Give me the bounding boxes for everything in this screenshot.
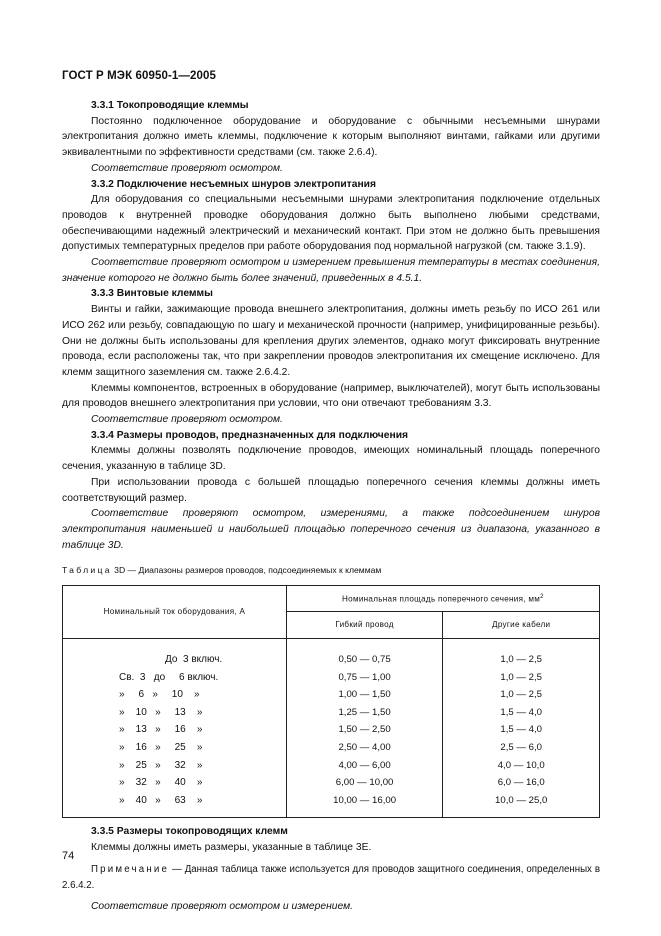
document-body xyxy=(62,98,600,915)
table-caption-word: Таблица xyxy=(62,565,112,576)
table-cell-other: 6,0 — 16,0 xyxy=(497,777,545,789)
section-text-333-2: Клеммы компонентов, встроенных в оборудование (например, выключателей), могут быть использованы для проводов внешнего электропитания при условии, что они отвечают требованиям 3.3. xyxy=(62,382,600,410)
flexible-column xyxy=(286,639,443,818)
page-header-standard: ГОСТ Р МЭК 60950-1—2005 xyxy=(62,70,216,82)
table-cell-other: 1,0 — 2,5 xyxy=(500,671,542,683)
header-rated-current: Номинальный ток оборудования, А xyxy=(63,586,287,639)
table-cell-flexible: 1,50 — 2,50 xyxy=(338,724,391,736)
current-column xyxy=(63,639,287,818)
header-cross-section xyxy=(286,586,599,611)
table-note xyxy=(62,862,600,893)
section-heading-335: 3.3.5 Размеры токопроводящих клемм xyxy=(91,826,288,838)
section-text-334-1: Клеммы должны позволять подключение проводов, имеющих номинальный площадь поперечного сечения, указанную в таблице 3D. xyxy=(62,445,600,473)
table-cell-flexible: 2,50 — 4,00 xyxy=(338,742,391,754)
section-heading-331: 3.3.1 Токопроводящие клеммы xyxy=(91,100,249,111)
compliance-334: Соответствие проверяют осмотром, измерениями, а также подсоединением шнуров электропитания наименьшей и наибольшей площадью поперечного сечения из диапазона, указанного в таблице 3D. xyxy=(62,508,600,551)
table-caption xyxy=(62,563,600,579)
compliance-333: Соответствие проверяют осмотром. xyxy=(91,414,283,426)
table-cell-flexible: 1,25 — 1,50 xyxy=(338,706,391,718)
page-number: 74 xyxy=(62,850,75,862)
table-cell-flexible: 4,00 — 6,00 xyxy=(338,759,391,771)
table-cell-flexible: 1,00 — 1,50 xyxy=(338,689,391,701)
section-text-335: Клеммы должны иметь размеры, указанные в таблице 3E. xyxy=(91,842,372,854)
header-cross-section-text: Номинальная площадь поперечного сечения, мм xyxy=(342,594,541,604)
section-heading-332: 3.3.2 Подключение несъемных шнуров электропитания xyxy=(91,178,377,190)
table-cell-current: » 10 » 13 » xyxy=(119,706,203,718)
section-text-332: Для оборудования со специальными несъемными шнурами электропитания подключение отдельных проводов к внутренней проводке оборудования должно быть выполнено любыми средствами, обеспечивающими надежный электрический и механический контакт. При этом не должно быть превышения допустимых температурных пределов при работе оборудования под нормальной нагрузкой (см. также 3.1.9). xyxy=(62,194,600,253)
table-cell-current: Св. 3 до 6 включ. xyxy=(119,671,219,683)
section-heading-334: 3.3.4 Размеры проводов, предназначенных для подключения xyxy=(91,429,409,441)
compliance-332: Соответствие проверяют осмотром и измерением превышения температуры в местах соединения, значение которого не должно быть более значений, приведенных в 4.5.1. xyxy=(62,257,600,284)
table-cell-current: » 25 » 32 » xyxy=(119,759,203,771)
current-values xyxy=(63,651,286,809)
note-text: — Данная таблица также используется для проводов защитного соединения, определенных в 2.6.4.2. xyxy=(62,863,600,891)
table-cell-current: До 3 включ. xyxy=(165,654,223,666)
compliance-331: Соответствие проверяют осмотром. xyxy=(91,162,283,174)
table-cell-flexible: 6,00 — 10,00 xyxy=(335,777,394,789)
table-cell-current: » 40 » 63 » xyxy=(119,794,203,806)
table-cell-current: » 6 » 10 » xyxy=(119,689,200,701)
other-values xyxy=(443,651,599,809)
table-cell-current: » 13 » 16 » xyxy=(119,724,203,736)
compliance-335: Соответствие проверяют осмотром и измерением. xyxy=(91,901,354,913)
header-other-cables: Другие кабели xyxy=(443,611,600,639)
table-cell-other: 1,5 — 4,0 xyxy=(500,724,542,736)
section-heading-333: 3.3.3 Винтовые клеммы xyxy=(91,288,213,300)
table-cell-flexible: 0,75 — 1,00 xyxy=(338,671,391,683)
table-cell-other: 1,0 — 2,5 xyxy=(500,654,542,666)
header-flexible-cord: Гибкий провод xyxy=(286,611,443,639)
table-cell-current: » 32 » 40 » xyxy=(119,777,203,789)
table-cell-current: » 16 » 25 » xyxy=(119,742,203,754)
table-cell-other: 1,0 — 2,5 xyxy=(500,689,542,701)
flexible-values xyxy=(287,651,443,809)
table-cell-other: 1,5 — 4,0 xyxy=(500,706,542,718)
table-caption-text: 3D — Диапазоны размеров проводов, подсоединяемых к клеммам xyxy=(111,565,382,576)
wire-size-table xyxy=(62,585,600,818)
table-cell-other: 10,0 — 25,0 xyxy=(495,794,548,806)
table-cell-other: 2,5 — 6,0 xyxy=(500,742,542,754)
section-text-333-1: Винты и гайки, зажимающие провода внешнего электропитания, должны иметь резьбу по ИСО 261 или ИСО 262 или резьбу, совпадающую по шагу и механической прочности (например, унифицированные резьбы). Они не должны быть использованы для крепления других элементов, однако могут фиксировать внутренние провода, если расположены так, что при закреплении проводов электропитания их смещение исключено. Для клемм защитного заземления см. также 2.6.4.2. xyxy=(62,304,600,378)
table-cell-flexible: 10,00 — 16,00 xyxy=(333,794,397,806)
header-cross-section-sup: 2 xyxy=(540,593,544,600)
section-text-331: Постоянно подключенное оборудование и оборудование с обычными несъемными шнурами электропитания должно иметь клеммы, подключение к которым выполняют винтами, гайками или другими эквивалентными по эффективности средствами (см. также 2.6.4). xyxy=(62,115,600,159)
note-word: Примечание xyxy=(91,863,170,875)
other-column xyxy=(443,639,600,818)
table-cell-other: 4,0 — 10,0 xyxy=(497,759,545,771)
table-cell-flexible: 0,50 — 0,75 xyxy=(338,654,391,666)
section-text-334-2: При использовании провода с большей площадью поперечного сечения клеммы должны иметь соответствующий размер. xyxy=(62,476,600,504)
